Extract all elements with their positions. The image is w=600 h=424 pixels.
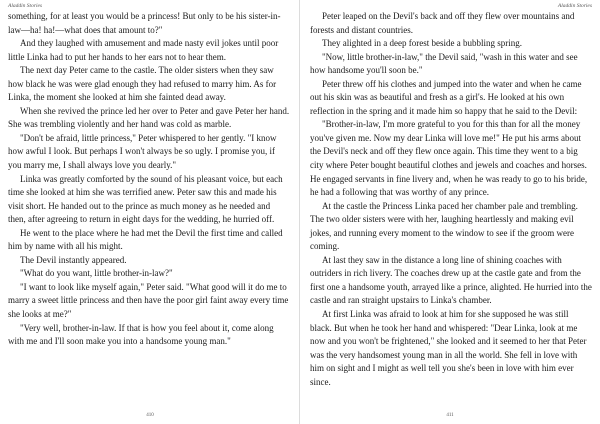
paragraph: "I want to look like myself again," Peter said. "What good will it do me to marry a sweet little princess and then have the poor girl faint away every time she looks at me?" [8,281,289,320]
paragraph: "Very well, brother-in-law. If that is how you feel about it, come along with me and I'll soon make you into a handsome young man." [8,322,274,347]
running-head: Aladdin Stories [8,3,43,9]
running-head: Aladdin Stories [557,3,592,9]
paragraph: When she revived the prince led her over to Peter and gave Peter her hand. She was trembling violently and her hand was cold as marble. [8,105,290,130]
right-page [300,0,600,424]
paragraph: He went to the place where he had met the Devil the first time and called him by name with all his might. [8,227,283,252]
right-page-body [310,10,592,389]
paragraph: And they laughed with amusement and made nasty evil jokes until poor little Linka had to put her hands to her ears not to hear them. [8,38,279,62]
paragraph: "Don't be afraid, little princess," Peter whispered to her gently. "I know how awful I look. But perhaps I won't always be so ugly. I promise you, if you marry me, I shall always love you dearly." [8,132,277,171]
paragraph: "Now, little brother-in-law," the Devil said, "wash in this water and see how handsome you'll soon be." [310,51,578,76]
paragraph: At the castle the Princess Linka paced her chamber pale and trembling. The two older sisters were with her, laughing heartlessly and making evil jokes, and running every moment to the window to see if the groom were coming. [310,200,578,252]
paragraph: "What do you want, little brother-in-law?" [20,268,173,279]
paragraph: The Devil instantly appeared. [20,254,127,265]
left-page-body [8,10,290,349]
page-number: 411 [446,413,454,418]
paragraph: The next day Peter came to the castle. The older sisters when they saw how black he was were glad enough they had refused to marry him. As for Linka, the moment she looked at him she fainted dead away. [8,65,277,103]
page-number: 410 [146,413,154,418]
paragraph: Peter leaped on the Devil's back and off they flew over mountains and forests and distant countries. [310,11,575,35]
paragraph: At last they saw in the distance a long line of shining coaches with outriders in rich livery. The coaches drew up at the castle gate and from the first one a handsome youth, arrayed like a prince, alighted. He hurried into the castle and ran straight upstairs to Linka's chamber. [310,254,592,306]
paragraph: They alighted in a deep forest beside a bubbling spring. [322,38,522,49]
paragraph: something, for at least you would be a princess! But only to be his sister-in-law—ha! ha!—what does that amount to?" [8,11,281,35]
paragraph: At first Linka was afraid to look at him for she supposed he was still black. But when he took her hand and whispered: "Dear Linka, look at me now and you won't be frightened," she looked and it seemed to her that Peter was the very handsomest young man in all the world. She fell in love with him on sight and I might as well tell you she's been in love with him ever since. [310,309,587,387]
paragraph: "Brother-in-law, I'm more grateful to you for this than for all the money you've given me. Now my dear Linka will love me!" He put his arms about the Devil's neck and off they flew once again. This time they went to a big city where Peter bought beautiful clothes and jewels and coaches and horses. He engaged servants in fine livery and, when he was ready to go to his bride, he had a following that was worthy of any prince. [310,119,588,198]
paragraph: Linka was greatly comforted by the sound of his pleasant voice, but each time she looked at him she was terrified anew. Peter saw this and made his visit short. He handed out to the prince as much money as he needed and then, after agreeing to return in eight days for the wedding, he hurried off. [8,173,283,225]
paragraph: Peter threw off his clothes and jumped into the water and when he came out his skin was as beautiful and fresh as a girl's. He looked at his own reflection in the spring and it made him so happy that he said to the Devil: [310,78,582,116]
